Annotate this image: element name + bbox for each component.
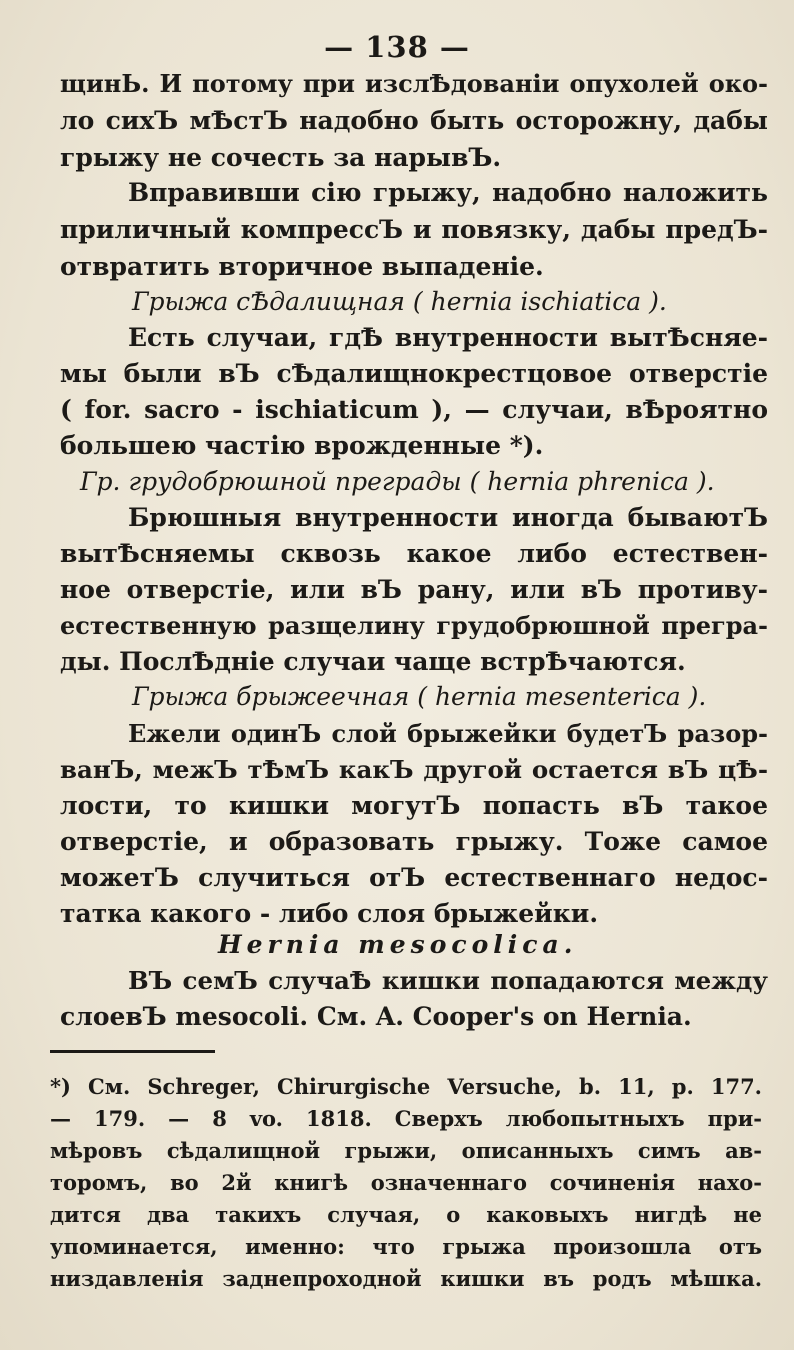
text-line: отверстіе, и образовать грыжу. Тоже самое (60, 827, 768, 856)
section-heading: Грыжа брыжеечная ( hernia mesenterica ). (132, 682, 707, 711)
footnote-line: *) См. Schreger, Chirurgische Versuche, b. 11, p. 177. (50, 1074, 762, 1099)
section-heading: Hernia mesocolica. (218, 930, 578, 959)
text-line: ВЪ семЪ случаѢ кишки попадаются между (128, 966, 768, 995)
text-line: ды. ПослѢдніе случаи чаще встрѢчаются. (60, 647, 686, 676)
section-heading: Гр. грудобрюшной преграды ( hernia phrenica ). (80, 467, 715, 496)
text-line: лости, то кишки могутЪ попасть вЪ такое (60, 791, 768, 820)
text-line: ное отверстіе, или вЪ рану, или вЪ противу- (60, 575, 768, 604)
text-line: естественную разщелину грудобрюшной прегра- (60, 611, 768, 640)
page-number: — 138 — (324, 30, 470, 64)
text-line: мы были вЪ сѢдалищнокрестцовое отверстіе (60, 359, 768, 388)
text-line: можетЪ случиться отЪ естественнаго недос- (60, 863, 768, 892)
text-line: татка какого - либо слоя брыжейки. (60, 899, 599, 928)
text-line: Вправивши сію грыжу, надобно наложить (128, 178, 768, 207)
footnote-line: низдавленія заднепроходной кишки въ родъ мѣшка. (50, 1266, 762, 1291)
footnote-line: — 179. — 8 vo. 1818. Сверхъ любопытныхъ при- (50, 1106, 762, 1131)
text-line: Брюшныя внутренности иногда бываютЪ (128, 503, 768, 532)
text-line: ло сихЪ мѢстЪ надобно быть осторожну, дабы (60, 106, 768, 135)
footnote-line: торомъ, во 2й книгѣ означеннаго сочиненія нахо- (50, 1170, 762, 1195)
text-line: Ежели одинЪ слой брыжейки будетЪ разор- (128, 719, 768, 748)
text-line: вытѢсняемы сквозь какое либо естествен- (60, 539, 768, 568)
footnote-line: дится два такихъ случая, о каковыхъ нигдѣ не (50, 1202, 762, 1227)
section-heading: Грыжа сѢдалищная ( hernia ischiatica ). (132, 287, 667, 316)
text-line: отвратить вторичное выпаденіе. (60, 252, 544, 281)
text-line: Есть случаи, гдѢ внутренности вытѢсняе- (128, 323, 768, 352)
text-line: щинЬ. И потому при изслѢдованіи опухолей око- (60, 69, 768, 98)
text-line: ( for. sacro - ischiaticum ), — случаи, вѢроятно (60, 395, 768, 424)
text-line: приличный компрессЪ и повязку, дабы предЪ- (60, 215, 768, 244)
text-line: слоевЪ mesocoli. См. A. Cooper's on Hernia. (60, 1002, 692, 1031)
text-line: грыжу не сочесть за нарывЪ. (60, 143, 502, 172)
text-line: ванЪ, межЪ тѢмЪ какЪ другой остается вЪ цѢ- (60, 755, 768, 784)
footnote-line: мѣровъ сѣдалищной грыжи, описанныхъ симъ ав- (50, 1138, 762, 1163)
footnote-line: упоминается, именно: что грыжа произошла отъ (50, 1234, 762, 1259)
footnote-divider (50, 1050, 215, 1053)
text-line: большею частію врожденные *). (60, 431, 544, 460)
